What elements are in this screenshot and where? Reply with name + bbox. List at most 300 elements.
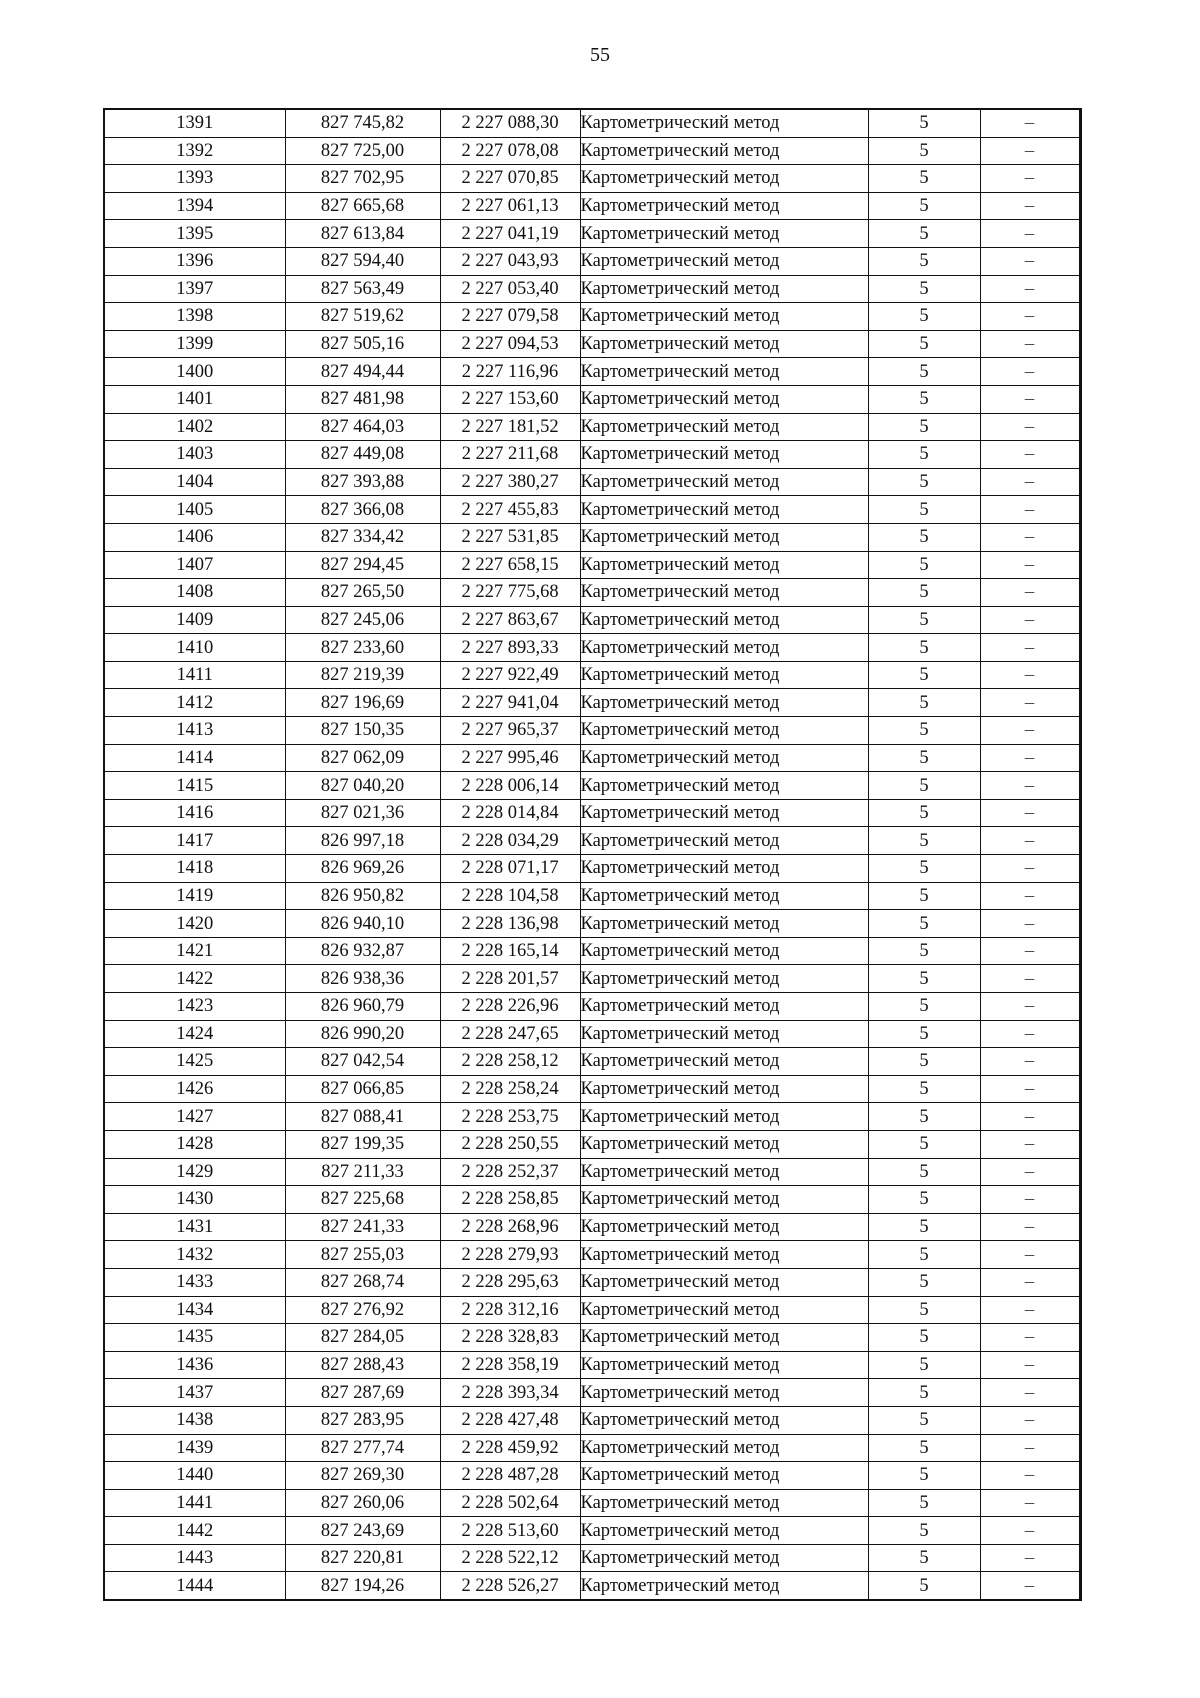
accuracy-cell: 5 bbox=[868, 1379, 980, 1407]
x-coordinate-cell: 827 199,35 bbox=[285, 1130, 440, 1158]
method-cell: Картометрический метод bbox=[580, 1075, 868, 1103]
accuracy-cell: 5 bbox=[868, 772, 980, 800]
method-cell: Картометрический метод bbox=[580, 827, 868, 855]
y-coordinate-cell: 2 228 226,96 bbox=[440, 993, 580, 1021]
method-cell: Картометрический метод bbox=[580, 1379, 868, 1407]
method-cell: Картометрический метод bbox=[580, 1158, 868, 1186]
accuracy-cell: 5 bbox=[868, 137, 980, 165]
accuracy-cell: 5 bbox=[868, 1517, 980, 1545]
y-coordinate-cell: 2 227 094,53 bbox=[440, 330, 580, 358]
accuracy-cell: 5 bbox=[868, 1075, 980, 1103]
description-cell: – bbox=[980, 1158, 1080, 1186]
description-cell: – bbox=[980, 634, 1080, 662]
point-number-cell: 1408 bbox=[104, 579, 285, 607]
accuracy-cell: 5 bbox=[868, 717, 980, 745]
table-row bbox=[104, 1268, 1080, 1296]
point-number-cell: 1402 bbox=[104, 413, 285, 441]
table-row bbox=[104, 882, 1080, 910]
method-cell: Картометрический метод bbox=[580, 1489, 868, 1517]
point-number-cell: 1429 bbox=[104, 1158, 285, 1186]
method-cell: Картометрический метод bbox=[580, 1406, 868, 1434]
x-coordinate-cell: 827 366,08 bbox=[285, 496, 440, 524]
table-row bbox=[104, 855, 1080, 883]
table-row bbox=[104, 937, 1080, 965]
table-row bbox=[104, 1324, 1080, 1352]
table-row bbox=[104, 385, 1080, 413]
method-cell: Картометрический метод bbox=[580, 523, 868, 551]
accuracy-cell: 5 bbox=[868, 965, 980, 993]
table-row bbox=[104, 579, 1080, 607]
y-coordinate-cell: 2 228 268,96 bbox=[440, 1213, 580, 1241]
point-number-cell: 1444 bbox=[104, 1572, 285, 1600]
description-cell: – bbox=[980, 1186, 1080, 1214]
method-cell: Картометрический метод bbox=[580, 358, 868, 386]
accuracy-cell: 5 bbox=[868, 634, 980, 662]
accuracy-cell: 5 bbox=[868, 1241, 980, 1269]
x-coordinate-cell: 827 284,05 bbox=[285, 1324, 440, 1352]
x-coordinate-cell: 827 040,20 bbox=[285, 772, 440, 800]
accuracy-cell: 5 bbox=[868, 1324, 980, 1352]
description-cell: – bbox=[980, 827, 1080, 855]
point-number-cell: 1393 bbox=[104, 165, 285, 193]
x-coordinate-cell: 827 194,26 bbox=[285, 1572, 440, 1600]
point-number-cell: 1436 bbox=[104, 1351, 285, 1379]
x-coordinate-cell: 827 241,33 bbox=[285, 1213, 440, 1241]
point-number-cell: 1410 bbox=[104, 634, 285, 662]
x-coordinate-cell: 826 940,10 bbox=[285, 910, 440, 938]
point-number-cell: 1430 bbox=[104, 1186, 285, 1214]
table-row bbox=[104, 1213, 1080, 1241]
description-cell: – bbox=[980, 330, 1080, 358]
point-number-cell: 1434 bbox=[104, 1296, 285, 1324]
y-coordinate-cell: 2 228 295,63 bbox=[440, 1268, 580, 1296]
accuracy-cell: 5 bbox=[868, 275, 980, 303]
point-number-cell: 1441 bbox=[104, 1489, 285, 1517]
table-row bbox=[104, 413, 1080, 441]
method-cell: Картометрический метод bbox=[580, 1020, 868, 1048]
description-cell: – bbox=[980, 937, 1080, 965]
table-row bbox=[104, 330, 1080, 358]
y-coordinate-cell: 2 228 502,64 bbox=[440, 1489, 580, 1517]
y-coordinate-cell: 2 228 258,24 bbox=[440, 1075, 580, 1103]
point-number-cell: 1438 bbox=[104, 1406, 285, 1434]
accuracy-cell: 5 bbox=[868, 1434, 980, 1462]
table-row bbox=[104, 192, 1080, 220]
point-number-cell: 1440 bbox=[104, 1462, 285, 1490]
table-row bbox=[104, 744, 1080, 772]
point-number-cell: 1395 bbox=[104, 220, 285, 248]
table-row bbox=[104, 496, 1080, 524]
accuracy-cell: 5 bbox=[868, 247, 980, 275]
description-cell: – bbox=[980, 1406, 1080, 1434]
x-coordinate-cell: 827 021,36 bbox=[285, 799, 440, 827]
x-coordinate-cell: 827 088,41 bbox=[285, 1103, 440, 1131]
table-row bbox=[104, 1020, 1080, 1048]
y-coordinate-cell: 2 228 526,27 bbox=[440, 1572, 580, 1600]
point-number-cell: 1391 bbox=[104, 109, 285, 137]
accuracy-cell: 5 bbox=[868, 1351, 980, 1379]
method-cell: Картометрический метод bbox=[580, 192, 868, 220]
x-coordinate-cell: 827 269,30 bbox=[285, 1462, 440, 1490]
method-cell: Картометрический метод bbox=[580, 910, 868, 938]
x-coordinate-cell: 827 594,40 bbox=[285, 247, 440, 275]
point-number-cell: 1427 bbox=[104, 1103, 285, 1131]
table-row bbox=[104, 717, 1080, 745]
accuracy-cell: 5 bbox=[868, 551, 980, 579]
accuracy-cell: 5 bbox=[868, 358, 980, 386]
x-coordinate-cell: 827 150,35 bbox=[285, 717, 440, 745]
table-row bbox=[104, 165, 1080, 193]
accuracy-cell: 5 bbox=[868, 1103, 980, 1131]
method-cell: Картометрический метод bbox=[580, 744, 868, 772]
accuracy-cell: 5 bbox=[868, 744, 980, 772]
y-coordinate-cell: 2 228 513,60 bbox=[440, 1517, 580, 1545]
table-row bbox=[104, 1241, 1080, 1269]
y-coordinate-cell: 2 227 181,52 bbox=[440, 413, 580, 441]
x-coordinate-cell: 827 287,69 bbox=[285, 1379, 440, 1407]
method-cell: Картометрический метод bbox=[580, 606, 868, 634]
accuracy-cell: 5 bbox=[868, 1186, 980, 1214]
description-cell: – bbox=[980, 247, 1080, 275]
method-cell: Картометрический метод bbox=[580, 689, 868, 717]
x-coordinate-cell: 827 196,69 bbox=[285, 689, 440, 717]
accuracy-cell: 5 bbox=[868, 799, 980, 827]
x-coordinate-cell: 827 288,43 bbox=[285, 1351, 440, 1379]
y-coordinate-cell: 2 228 201,57 bbox=[440, 965, 580, 993]
table-row bbox=[104, 468, 1080, 496]
accuracy-cell: 5 bbox=[868, 882, 980, 910]
description-cell: – bbox=[980, 165, 1080, 193]
point-number-cell: 1407 bbox=[104, 551, 285, 579]
description-cell: – bbox=[980, 1130, 1080, 1158]
description-cell: – bbox=[980, 1351, 1080, 1379]
y-coordinate-cell: 2 227 995,46 bbox=[440, 744, 580, 772]
accuracy-cell: 5 bbox=[868, 606, 980, 634]
y-coordinate-cell: 2 228 136,98 bbox=[440, 910, 580, 938]
x-coordinate-cell: 827 265,50 bbox=[285, 579, 440, 607]
y-coordinate-cell: 2 228 393,34 bbox=[440, 1379, 580, 1407]
accuracy-cell: 5 bbox=[868, 496, 980, 524]
table-row bbox=[104, 1130, 1080, 1158]
point-number-cell: 1396 bbox=[104, 247, 285, 275]
method-cell: Картометрический метод bbox=[580, 579, 868, 607]
y-coordinate-cell: 2 227 893,33 bbox=[440, 634, 580, 662]
x-coordinate-cell: 826 969,26 bbox=[285, 855, 440, 883]
method-cell: Картометрический метод bbox=[580, 303, 868, 331]
x-coordinate-cell: 827 211,33 bbox=[285, 1158, 440, 1186]
method-cell: Картометрический метод bbox=[580, 137, 868, 165]
point-number-cell: 1428 bbox=[104, 1130, 285, 1158]
description-cell: – bbox=[980, 385, 1080, 413]
accuracy-cell: 5 bbox=[868, 1462, 980, 1490]
method-cell: Картометрический метод bbox=[580, 937, 868, 965]
x-coordinate-cell: 827 245,06 bbox=[285, 606, 440, 634]
y-coordinate-cell: 2 227 211,68 bbox=[440, 441, 580, 469]
method-cell: Картометрический метод bbox=[580, 965, 868, 993]
table-row bbox=[104, 910, 1080, 938]
description-cell: – bbox=[980, 1268, 1080, 1296]
point-number-cell: 1426 bbox=[104, 1075, 285, 1103]
method-cell: Картометрический метод bbox=[580, 385, 868, 413]
accuracy-cell: 5 bbox=[868, 661, 980, 689]
method-cell: Картометрический метод bbox=[580, 441, 868, 469]
accuracy-cell: 5 bbox=[868, 1296, 980, 1324]
table-row bbox=[104, 1296, 1080, 1324]
x-coordinate-cell: 827 505,16 bbox=[285, 330, 440, 358]
accuracy-cell: 5 bbox=[868, 1158, 980, 1186]
method-cell: Картометрический метод bbox=[580, 496, 868, 524]
y-coordinate-cell: 2 227 941,04 bbox=[440, 689, 580, 717]
y-coordinate-cell: 2 228 253,75 bbox=[440, 1103, 580, 1131]
table-row bbox=[104, 1075, 1080, 1103]
x-coordinate-cell: 827 725,00 bbox=[285, 137, 440, 165]
description-cell: – bbox=[980, 137, 1080, 165]
method-cell: Картометрический метод bbox=[580, 1186, 868, 1214]
point-number-cell: 1433 bbox=[104, 1268, 285, 1296]
accuracy-cell: 5 bbox=[868, 937, 980, 965]
x-coordinate-cell: 827 519,62 bbox=[285, 303, 440, 331]
description-cell: – bbox=[980, 1296, 1080, 1324]
x-coordinate-cell: 827 276,92 bbox=[285, 1296, 440, 1324]
x-coordinate-cell: 827 464,03 bbox=[285, 413, 440, 441]
table-row bbox=[104, 661, 1080, 689]
description-cell: – bbox=[980, 192, 1080, 220]
method-cell: Картометрический метод bbox=[580, 855, 868, 883]
table-row bbox=[104, 827, 1080, 855]
x-coordinate-cell: 827 260,06 bbox=[285, 1489, 440, 1517]
x-coordinate-cell: 827 243,69 bbox=[285, 1517, 440, 1545]
point-number-cell: 1422 bbox=[104, 965, 285, 993]
accuracy-cell: 5 bbox=[868, 330, 980, 358]
y-coordinate-cell: 2 227 153,60 bbox=[440, 385, 580, 413]
method-cell: Картометрический метод bbox=[580, 1434, 868, 1462]
method-cell: Картометрический метод bbox=[580, 1517, 868, 1545]
description-cell: – bbox=[980, 1241, 1080, 1269]
accuracy-cell: 5 bbox=[868, 1268, 980, 1296]
description-cell: – bbox=[980, 1517, 1080, 1545]
table-row bbox=[104, 689, 1080, 717]
method-cell: Картометрический метод bbox=[580, 275, 868, 303]
method-cell: Картометрический метод bbox=[580, 1048, 868, 1076]
table-row bbox=[104, 358, 1080, 386]
point-number-cell: 1392 bbox=[104, 137, 285, 165]
description-cell: – bbox=[980, 358, 1080, 386]
point-number-cell: 1423 bbox=[104, 993, 285, 1021]
x-coordinate-cell: 826 938,36 bbox=[285, 965, 440, 993]
point-number-cell: 1400 bbox=[104, 358, 285, 386]
description-cell: – bbox=[980, 275, 1080, 303]
y-coordinate-cell: 2 227 041,19 bbox=[440, 220, 580, 248]
accuracy-cell: 5 bbox=[868, 413, 980, 441]
point-number-cell: 1420 bbox=[104, 910, 285, 938]
accuracy-cell: 5 bbox=[868, 1572, 980, 1600]
point-number-cell: 1437 bbox=[104, 1379, 285, 1407]
table-row bbox=[104, 799, 1080, 827]
y-coordinate-cell: 2 227 070,85 bbox=[440, 165, 580, 193]
table-row bbox=[104, 1572, 1080, 1600]
description-cell: – bbox=[980, 1379, 1080, 1407]
y-coordinate-cell: 2 228 252,37 bbox=[440, 1158, 580, 1186]
method-cell: Картометрический метод bbox=[580, 109, 868, 137]
point-number-cell: 1413 bbox=[104, 717, 285, 745]
y-coordinate-cell: 2 228 427,48 bbox=[440, 1406, 580, 1434]
x-coordinate-cell: 827 563,49 bbox=[285, 275, 440, 303]
accuracy-cell: 5 bbox=[868, 165, 980, 193]
point-number-cell: 1417 bbox=[104, 827, 285, 855]
point-number-cell: 1401 bbox=[104, 385, 285, 413]
accuracy-cell: 5 bbox=[868, 1020, 980, 1048]
y-coordinate-cell: 2 227 079,58 bbox=[440, 303, 580, 331]
accuracy-cell: 5 bbox=[868, 910, 980, 938]
description-cell: – bbox=[980, 1544, 1080, 1572]
table-row bbox=[104, 1462, 1080, 1490]
point-number-cell: 1412 bbox=[104, 689, 285, 717]
point-number-cell: 1431 bbox=[104, 1213, 285, 1241]
point-number-cell: 1398 bbox=[104, 303, 285, 331]
description-cell: – bbox=[980, 772, 1080, 800]
x-coordinate-cell: 827 393,88 bbox=[285, 468, 440, 496]
point-number-cell: 1443 bbox=[104, 1544, 285, 1572]
description-cell: – bbox=[980, 1324, 1080, 1352]
accuracy-cell: 5 bbox=[868, 1048, 980, 1076]
y-coordinate-cell: 2 228 328,83 bbox=[440, 1324, 580, 1352]
y-coordinate-cell: 2 227 116,96 bbox=[440, 358, 580, 386]
point-number-cell: 1411 bbox=[104, 661, 285, 689]
description-cell: – bbox=[980, 1213, 1080, 1241]
table-row bbox=[104, 634, 1080, 662]
description-cell: – bbox=[980, 441, 1080, 469]
description-cell: – bbox=[980, 910, 1080, 938]
method-cell: Картометрический метод bbox=[580, 220, 868, 248]
description-cell: – bbox=[980, 1075, 1080, 1103]
y-coordinate-cell: 2 228 165,14 bbox=[440, 937, 580, 965]
method-cell: Картометрический метод bbox=[580, 1324, 868, 1352]
description-cell: – bbox=[980, 689, 1080, 717]
table-row bbox=[104, 275, 1080, 303]
description-cell: – bbox=[980, 965, 1080, 993]
y-coordinate-cell: 2 227 531,85 bbox=[440, 523, 580, 551]
y-coordinate-cell: 2 227 061,13 bbox=[440, 192, 580, 220]
description-cell: – bbox=[980, 1103, 1080, 1131]
description-cell: – bbox=[980, 882, 1080, 910]
description-cell: – bbox=[980, 413, 1080, 441]
x-coordinate-cell: 827 268,74 bbox=[285, 1268, 440, 1296]
point-number-cell: 1415 bbox=[104, 772, 285, 800]
point-number-cell: 1416 bbox=[104, 799, 285, 827]
x-coordinate-cell: 827 225,68 bbox=[285, 1186, 440, 1214]
x-coordinate-cell: 827 062,09 bbox=[285, 744, 440, 772]
y-coordinate-cell: 2 227 658,15 bbox=[440, 551, 580, 579]
method-cell: Картометрический метод bbox=[580, 993, 868, 1021]
x-coordinate-cell: 827 219,39 bbox=[285, 661, 440, 689]
description-cell: – bbox=[980, 1434, 1080, 1462]
x-coordinate-cell: 826 932,87 bbox=[285, 937, 440, 965]
accuracy-cell: 5 bbox=[868, 827, 980, 855]
method-cell: Картометрический метод bbox=[580, 1241, 868, 1269]
x-coordinate-cell: 827 334,42 bbox=[285, 523, 440, 551]
point-number-cell: 1414 bbox=[104, 744, 285, 772]
table-row bbox=[104, 772, 1080, 800]
point-number-cell: 1394 bbox=[104, 192, 285, 220]
y-coordinate-cell: 2 228 006,14 bbox=[440, 772, 580, 800]
table-row bbox=[104, 1158, 1080, 1186]
table-row bbox=[104, 523, 1080, 551]
description-cell: – bbox=[980, 109, 1080, 137]
table-row bbox=[104, 1103, 1080, 1131]
description-cell: – bbox=[980, 717, 1080, 745]
x-coordinate-cell: 827 449,08 bbox=[285, 441, 440, 469]
y-coordinate-cell: 2 228 358,19 bbox=[440, 1351, 580, 1379]
description-cell: – bbox=[980, 855, 1080, 883]
x-coordinate-cell: 827 494,44 bbox=[285, 358, 440, 386]
method-cell: Картометрический метод bbox=[580, 1103, 868, 1131]
x-coordinate-cell: 827 481,98 bbox=[285, 385, 440, 413]
accuracy-cell: 5 bbox=[868, 1406, 980, 1434]
description-cell: – bbox=[980, 1489, 1080, 1517]
point-number-cell: 1406 bbox=[104, 523, 285, 551]
table-row bbox=[104, 1186, 1080, 1214]
table-row bbox=[104, 1544, 1080, 1572]
y-coordinate-cell: 2 228 247,65 bbox=[440, 1020, 580, 1048]
x-coordinate-cell: 827 233,60 bbox=[285, 634, 440, 662]
table-row bbox=[104, 1048, 1080, 1076]
description-cell: – bbox=[980, 551, 1080, 579]
table-row bbox=[104, 993, 1080, 1021]
x-coordinate-cell: 827 277,74 bbox=[285, 1434, 440, 1462]
point-number-cell: 1403 bbox=[104, 441, 285, 469]
method-cell: Картометрический метод bbox=[580, 1268, 868, 1296]
y-coordinate-cell: 2 227 455,83 bbox=[440, 496, 580, 524]
x-coordinate-cell: 827 220,81 bbox=[285, 1544, 440, 1572]
method-cell: Картометрический метод bbox=[580, 413, 868, 441]
table-row bbox=[104, 1517, 1080, 1545]
description-cell: – bbox=[980, 468, 1080, 496]
y-coordinate-cell: 2 228 312,16 bbox=[440, 1296, 580, 1324]
y-coordinate-cell: 2 227 078,08 bbox=[440, 137, 580, 165]
table-row bbox=[104, 1434, 1080, 1462]
x-coordinate-cell: 826 997,18 bbox=[285, 827, 440, 855]
y-coordinate-cell: 2 227 775,68 bbox=[440, 579, 580, 607]
table-row bbox=[104, 551, 1080, 579]
y-coordinate-cell: 2 227 380,27 bbox=[440, 468, 580, 496]
y-coordinate-cell: 2 227 965,37 bbox=[440, 717, 580, 745]
y-coordinate-cell: 2 227 053,40 bbox=[440, 275, 580, 303]
y-coordinate-cell: 2 227 088,30 bbox=[440, 109, 580, 137]
accuracy-cell: 5 bbox=[868, 579, 980, 607]
table-row bbox=[104, 1379, 1080, 1407]
method-cell: Картометрический метод bbox=[580, 1351, 868, 1379]
method-cell: Картометрический метод bbox=[580, 1213, 868, 1241]
accuracy-cell: 5 bbox=[868, 220, 980, 248]
x-coordinate-cell: 826 960,79 bbox=[285, 993, 440, 1021]
y-coordinate-cell: 2 228 071,17 bbox=[440, 855, 580, 883]
description-cell: – bbox=[980, 523, 1080, 551]
x-coordinate-cell: 827 255,03 bbox=[285, 1241, 440, 1269]
y-coordinate-cell: 2 228 258,85 bbox=[440, 1186, 580, 1214]
table-row bbox=[104, 1351, 1080, 1379]
description-cell: – bbox=[980, 579, 1080, 607]
description-cell: – bbox=[980, 606, 1080, 634]
accuracy-cell: 5 bbox=[868, 1489, 980, 1517]
point-number-cell: 1421 bbox=[104, 937, 285, 965]
method-cell: Картометрический метод bbox=[580, 1572, 868, 1600]
x-coordinate-cell: 826 950,82 bbox=[285, 882, 440, 910]
x-coordinate-cell: 827 294,45 bbox=[285, 551, 440, 579]
x-coordinate-cell: 827 283,95 bbox=[285, 1406, 440, 1434]
accuracy-cell: 5 bbox=[868, 303, 980, 331]
page-number: 55 bbox=[590, 44, 610, 66]
x-coordinate-cell: 827 702,95 bbox=[285, 165, 440, 193]
